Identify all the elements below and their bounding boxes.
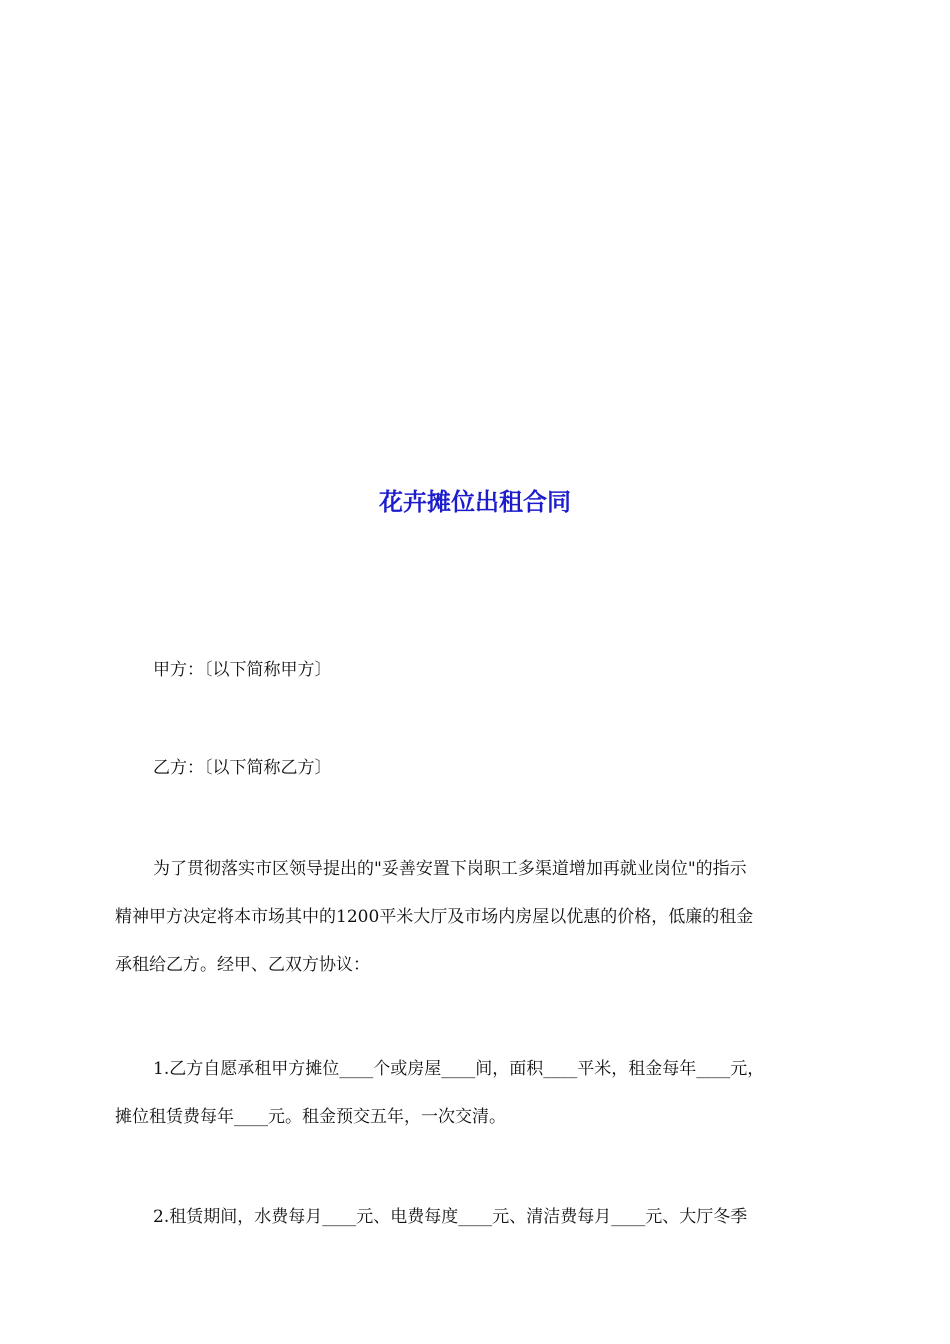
clause-1-line-1: 1.乙方自愿承租甲方摊位____个或房屋____间，面积____平米，租金每年____元， — [153, 1059, 765, 1079]
clause-2-paragraph — [115, 1193, 855, 1241]
intro-line-2: 精神甲方决定将本市场其中的1200平米大厅及市场内房屋以优惠的价格，低廉的租金 — [115, 907, 754, 927]
party-a-line — [115, 646, 855, 694]
party-b-text: 乙方：〔以下简称乙方〕 — [153, 758, 332, 778]
clause-1-paragraph — [115, 1045, 855, 1141]
party-a-text: 甲方：〔以下简称甲方〕 — [153, 660, 332, 680]
intro-line-1: 为了贯彻落实市区领导提出的"妥善安置下岗职工多渠道增加再就业岗位"的指示 — [153, 859, 747, 879]
intro-line-3: 承租给乙方。经甲、乙双方协议： — [115, 955, 370, 975]
clause-2-line-1: 2.租赁期间，水费每月____元、电费每度____元、清洁费每月____元、大厅冬季 — [153, 1207, 748, 1227]
party-b-line — [115, 744, 855, 792]
intro-paragraph — [115, 845, 855, 989]
document-title: 花卉摊位出租合同 — [379, 488, 571, 516]
clause-1-line-2: 摊位租赁费每年____元。租金预交五年，一次交清。 — [115, 1107, 506, 1127]
